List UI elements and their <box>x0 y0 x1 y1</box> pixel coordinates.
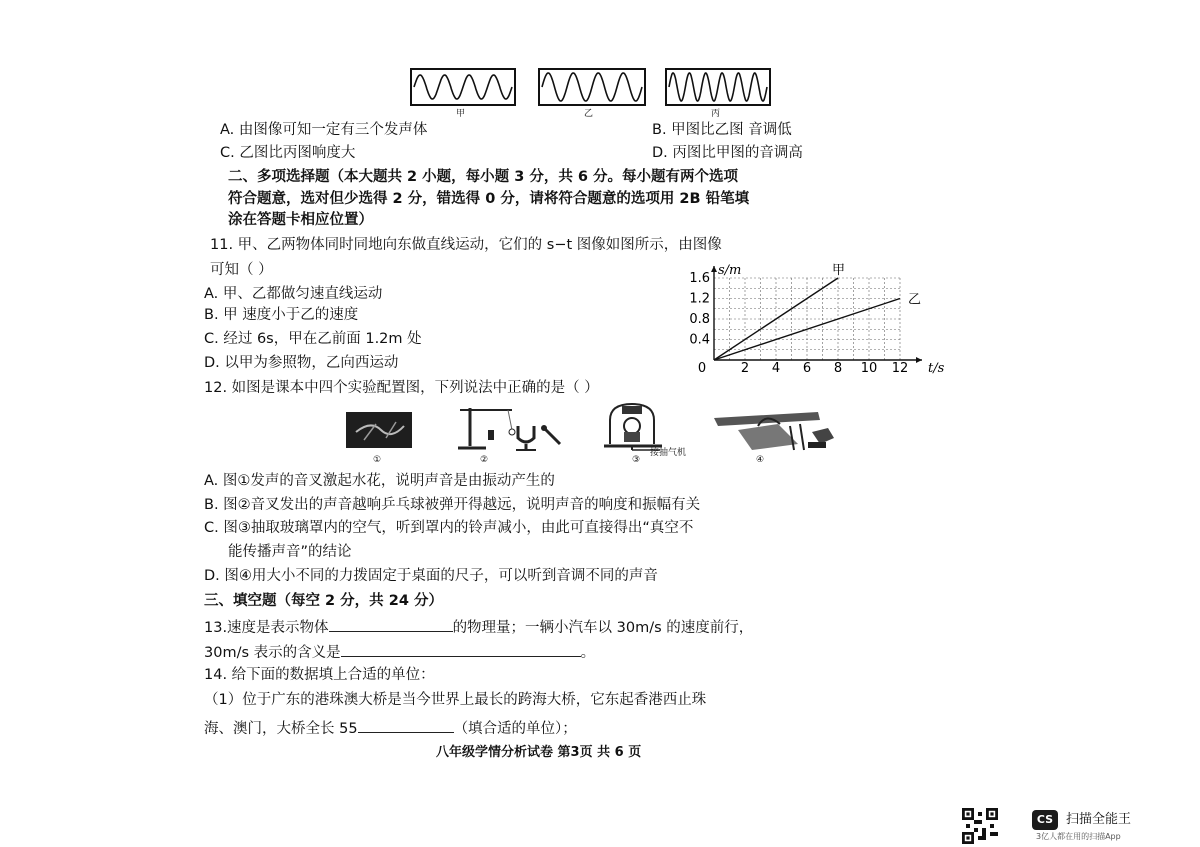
series-label-1: 乙 <box>908 292 922 308</box>
section2-line3: 涂在答题卡相应位置） <box>228 212 373 228</box>
x-tick-label: 2 <box>740 361 750 376</box>
x-tick-label: 6 <box>802 361 812 376</box>
q11-option-b: B. 甲 速度小于乙的速度 <box>204 307 359 323</box>
q10-option-c: C. 乙图比丙图响度大 <box>220 145 356 161</box>
series-label-0: 甲 <box>832 263 846 278</box>
experiment-figure-1 <box>346 412 412 452</box>
section2-line1: 二、多项选择题（本大题共 2 小题，每小题 3 分，共 6 分。每小题有两个选项 <box>228 169 739 185</box>
y-axis-arrow <box>711 266 717 272</box>
q14-stem: 14. 给下面的数据填上合适的单位： <box>204 667 435 683</box>
experiment-label-3: ③ <box>632 455 641 465</box>
q14-part1-line2 <box>204 718 577 737</box>
q13-text-4: 。 <box>580 645 596 661</box>
section3-title: 三、填空题（每空 2 分，共 24 分） <box>204 593 443 609</box>
wave-figure-jia <box>410 68 516 106</box>
section2-line2: 符合题意，选对但少选得 2 分，错选得 0 分，请将符合题意的选项用 2B 铅笔填 <box>228 191 750 207</box>
q11-option-a: A. 甲、乙都做匀速直线运动 <box>204 286 383 302</box>
q12-stem: 12. 如图是课本中四个实验配置图，下列说法中正确的是（ ） <box>204 380 599 396</box>
q10-option-b: B. 甲图比乙图 音调低 <box>652 122 792 138</box>
y-axis-label: s/m <box>718 263 742 278</box>
q12-option-a: A. 图①发声的音叉激起水花，说明声音是由振动产生的 <box>204 473 555 489</box>
experiment-3-caption: 接抽气机 <box>650 448 687 458</box>
camscanner-logo: CS <box>1032 810 1058 830</box>
wave-label-yi: 乙 <box>584 109 594 119</box>
wave-jia <box>414 75 512 99</box>
y-tick-label: 0.4 <box>689 332 710 348</box>
x-tick-label: 8 <box>833 361 843 376</box>
q13-text-2: 的物理量；一辆小汽车以 30m/s 的速度前行， <box>452 620 754 636</box>
q14-blank-1[interactable] <box>358 718 454 733</box>
y-tick-label: 0.8 <box>689 312 710 327</box>
experiment-figure-2 <box>452 404 572 452</box>
y-tick-label: 1.2 <box>689 291 710 307</box>
q12-option-d: D. 图④用大小不同的力拨固定于桌面的尺子，可以听到音调不同的声音 <box>204 568 658 584</box>
experiment-label-4: ④ <box>756 455 765 465</box>
q11-stem-line1: 11. 甲、乙两物体同时同地向东做直线运动，它们的 s−t 图像如图所示，由图像 <box>210 237 722 253</box>
experiment-label-2: ② <box>480 455 489 465</box>
q12-option-c-line1: C. 图③抽取玻璃罩内的空气，听到罩内的铃声减小，由此可直接得出“真空不 <box>204 520 694 536</box>
wave-label-bing: 丙 <box>711 109 721 119</box>
q11-option-c: C. 经过 6s，甲在乙前面 1.2m 处 <box>204 331 422 347</box>
q13-text-3: 30m/s 表示的含义是 <box>204 645 341 661</box>
x-axis-label: t/s <box>928 361 945 376</box>
wave-figure-yi <box>538 68 646 106</box>
q14-text-1: 海、澳门，大桥全长 55 <box>204 721 358 737</box>
camscanner-name: 扫描全能王 <box>1066 812 1132 827</box>
q13-blank-1[interactable] <box>329 617 453 632</box>
q13-line1 <box>204 617 753 636</box>
q13-blank-2[interactable] <box>341 642 581 657</box>
q13-text-1: 13.速度是表示物体 <box>204 620 329 636</box>
wave-label-jia: 甲 <box>456 109 466 119</box>
wave-figure-bing <box>665 68 771 106</box>
experiment-figure-4 <box>708 410 838 460</box>
y-tick-label: 1.6 <box>689 271 710 286</box>
q10-option-a: A. 由图像可知一定有三个发声体 <box>220 122 428 138</box>
wave-yi <box>542 73 642 101</box>
q14-text-2: （填合适的单位）； <box>453 721 577 737</box>
qr-code <box>962 808 998 844</box>
x-tick-label: 12 <box>891 361 909 376</box>
q10-option-d: D. 丙图比甲图的音调高 <box>652 145 803 161</box>
page-footer: 八年级学情分析试卷 第3页 共 6 页 <box>436 745 642 760</box>
q11-option-d: D. 以甲为参照物，乙向西运动 <box>204 355 399 371</box>
q11-stem-line2: 可知（ ） <box>210 262 273 278</box>
q12-option-b: B. 图②音叉发出的声音越响乒乓球被弹开得越远，说明声音的响度和振幅有关 <box>204 497 701 513</box>
camscanner-tagline: 3亿人都在用的扫描App <box>1036 832 1121 841</box>
x-tick-label: 0 <box>697 361 707 376</box>
q12-option-c-line2: 能传播声音”的结论 <box>228 544 352 560</box>
x-axis-arrow <box>916 357 922 363</box>
experiment-label-1: ① <box>373 455 382 465</box>
q14-part1-line1: （1）位于广东的港珠澳大桥是当今世界上最长的跨海大桥，它东起香港西止珠 <box>204 692 707 708</box>
wave-bing <box>669 73 767 101</box>
x-tick-label: 10 <box>860 361 878 376</box>
st-graph <box>689 258 950 376</box>
q13-line2 <box>204 642 595 661</box>
x-tick-label: 4 <box>771 361 781 376</box>
